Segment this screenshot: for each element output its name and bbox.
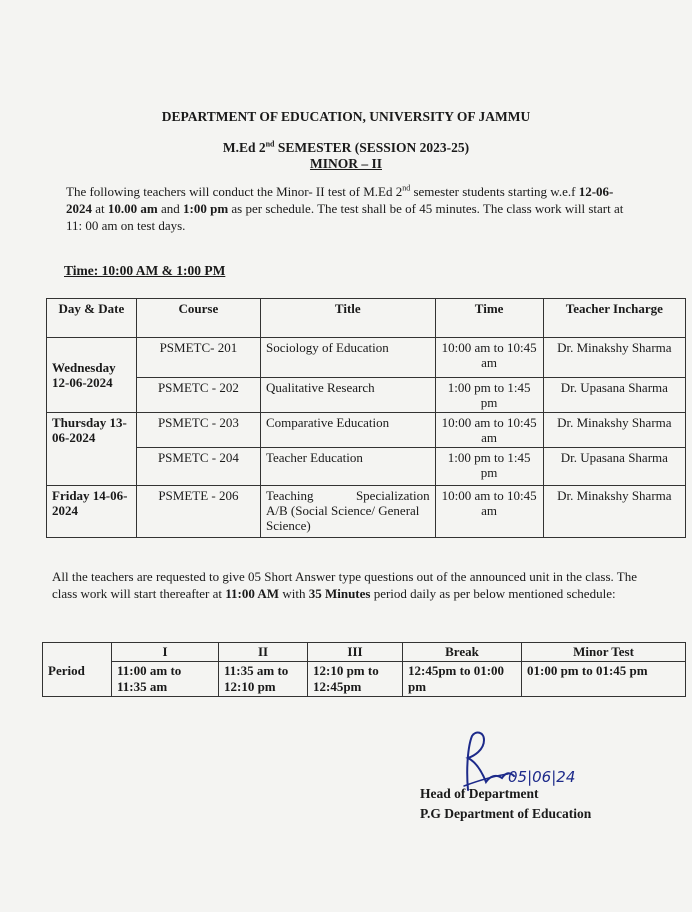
intro-text-5: as per schedule. The test shall be of 45 minutes. The class work will start at 11: 00 am on test days.: [66, 201, 624, 233]
note-minutes: 35 Minutes: [308, 586, 371, 601]
teacher-cell: Dr. Upasana Sharma: [543, 448, 685, 486]
day-cell: Friday 14-06-2024: [47, 486, 137, 538]
course-cell: PSMETE - 206: [136, 486, 260, 538]
table-row: [47, 486, 686, 538]
title-line-2: A/B (Social Science/ General Science): [265, 503, 420, 533]
signatory-department: P.G Department of Education: [420, 806, 592, 821]
intro-time-2: 1:00 pm: [183, 201, 229, 216]
day-cell: Wednesday 12-06-2024: [47, 338, 137, 413]
period-cell: 11:35 am to 12:10 pm: [219, 662, 308, 697]
period-corner-cell: [43, 643, 112, 662]
time-cell: 1:00 pm to 1:45 pm: [435, 378, 543, 413]
col-title: Title: [260, 299, 435, 338]
period-header-row: [43, 643, 686, 662]
course-cell: PSMETC - 203: [136, 413, 260, 448]
period-table: [42, 642, 686, 697]
signature-date: 05|06|24: [508, 768, 576, 786]
title-cell: Teacher Education: [260, 448, 435, 486]
intro-text-3: at: [92, 201, 108, 216]
day-cell: Thursday 13-06-2024: [47, 413, 137, 486]
note-text-3: period daily as per below mentioned schedule:: [370, 586, 616, 601]
period-header-1: I: [112, 643, 219, 662]
intro-time-1: 10.00 am: [107, 201, 158, 216]
time-cell: 10:00 am to 10:45 am: [435, 338, 543, 378]
col-course: Course: [136, 299, 260, 338]
table-row: [47, 338, 686, 378]
intro-text-2: semester students starting w.e.f: [410, 184, 579, 199]
note-text-2: with: [279, 586, 309, 601]
period-cell: 12:45pm to 01:00 pm: [403, 662, 522, 697]
semester-sup: nd: [265, 139, 275, 149]
semester-prefix: M.Ed 2: [222, 140, 266, 155]
department-heading: DEPARTMENT OF EDUCATION, UNIVERSITY OF JAMMU: [161, 109, 531, 124]
intro-text-4: and: [157, 201, 184, 216]
title-line-1: Teaching Specialization: [265, 488, 430, 503]
period-cell: 11:00 am to 11:35 am: [112, 662, 219, 697]
col-teacher: Teacher Incharge: [543, 299, 685, 338]
period-cell: 12:10 pm to 12:45pm: [308, 662, 403, 697]
course-cell: PSMETC - 202: [136, 378, 260, 413]
table-row: [47, 378, 686, 413]
time-label: Time: 10:00 AM & 1:00 PM: [64, 263, 226, 278]
semester-heading: [0, 140, 692, 156]
table-row: [47, 448, 686, 486]
time-cell: 10:00 am to 10:45 am: [435, 486, 543, 538]
title-cell: Comparative Education: [260, 413, 435, 448]
time-cell: 10:00 am to 10:45 am: [435, 413, 543, 448]
intro-paragraph: [66, 183, 632, 234]
title-cell: [260, 486, 435, 538]
title-cell: Sociology of Education: [260, 338, 435, 378]
schedule-table: [46, 298, 686, 538]
period-cell: 01:00 pm to 01:45 pm: [522, 662, 686, 697]
note-text-1: All the teachers are requested to give 05 Short Answer type questions out of the announced unit in the class. The class work will start thereafter at: [52, 569, 637, 601]
time-cell: 1:00 pm to 1:45 pm: [435, 448, 543, 486]
intro-date: 12-06-2024: [66, 184, 614, 216]
course-cell: PSMETC- 201: [136, 338, 260, 378]
col-day-date: Day & Date: [47, 299, 137, 338]
note-time: 11:00 AM: [225, 586, 280, 601]
teacher-cell: Dr. Minakshy Sharma: [543, 338, 685, 378]
period-header-break: Break: [403, 643, 522, 662]
note-paragraph: [52, 568, 648, 602]
intro-sup: nd: [402, 183, 411, 193]
course-cell: PSMETC - 204: [136, 448, 260, 486]
period-row: [43, 662, 686, 697]
table-header-row: [47, 299, 686, 338]
col-time: Time: [435, 299, 543, 338]
teacher-cell: Dr. Upasana Sharma: [543, 378, 685, 413]
period-row-label: Period: [43, 662, 112, 697]
signatory-designation: Head of Department: [420, 786, 539, 801]
test-name-heading: MINOR – II: [309, 156, 382, 171]
semester-suffix: SEMESTER (SESSION 2023-25): [274, 140, 470, 155]
teacher-cell: Dr. Minakshy Sharma: [543, 486, 685, 538]
period-header-3: III: [308, 643, 403, 662]
teacher-cell: Dr. Minakshy Sharma: [543, 413, 685, 448]
title-cell: Qualitative Research: [260, 378, 435, 413]
intro-text-1: The following teachers will conduct the Minor- II test of M.Ed 2: [66, 184, 403, 199]
period-header-minor-test: Minor Test: [522, 643, 686, 662]
table-row: [47, 413, 686, 448]
period-header-2: II: [219, 643, 308, 662]
